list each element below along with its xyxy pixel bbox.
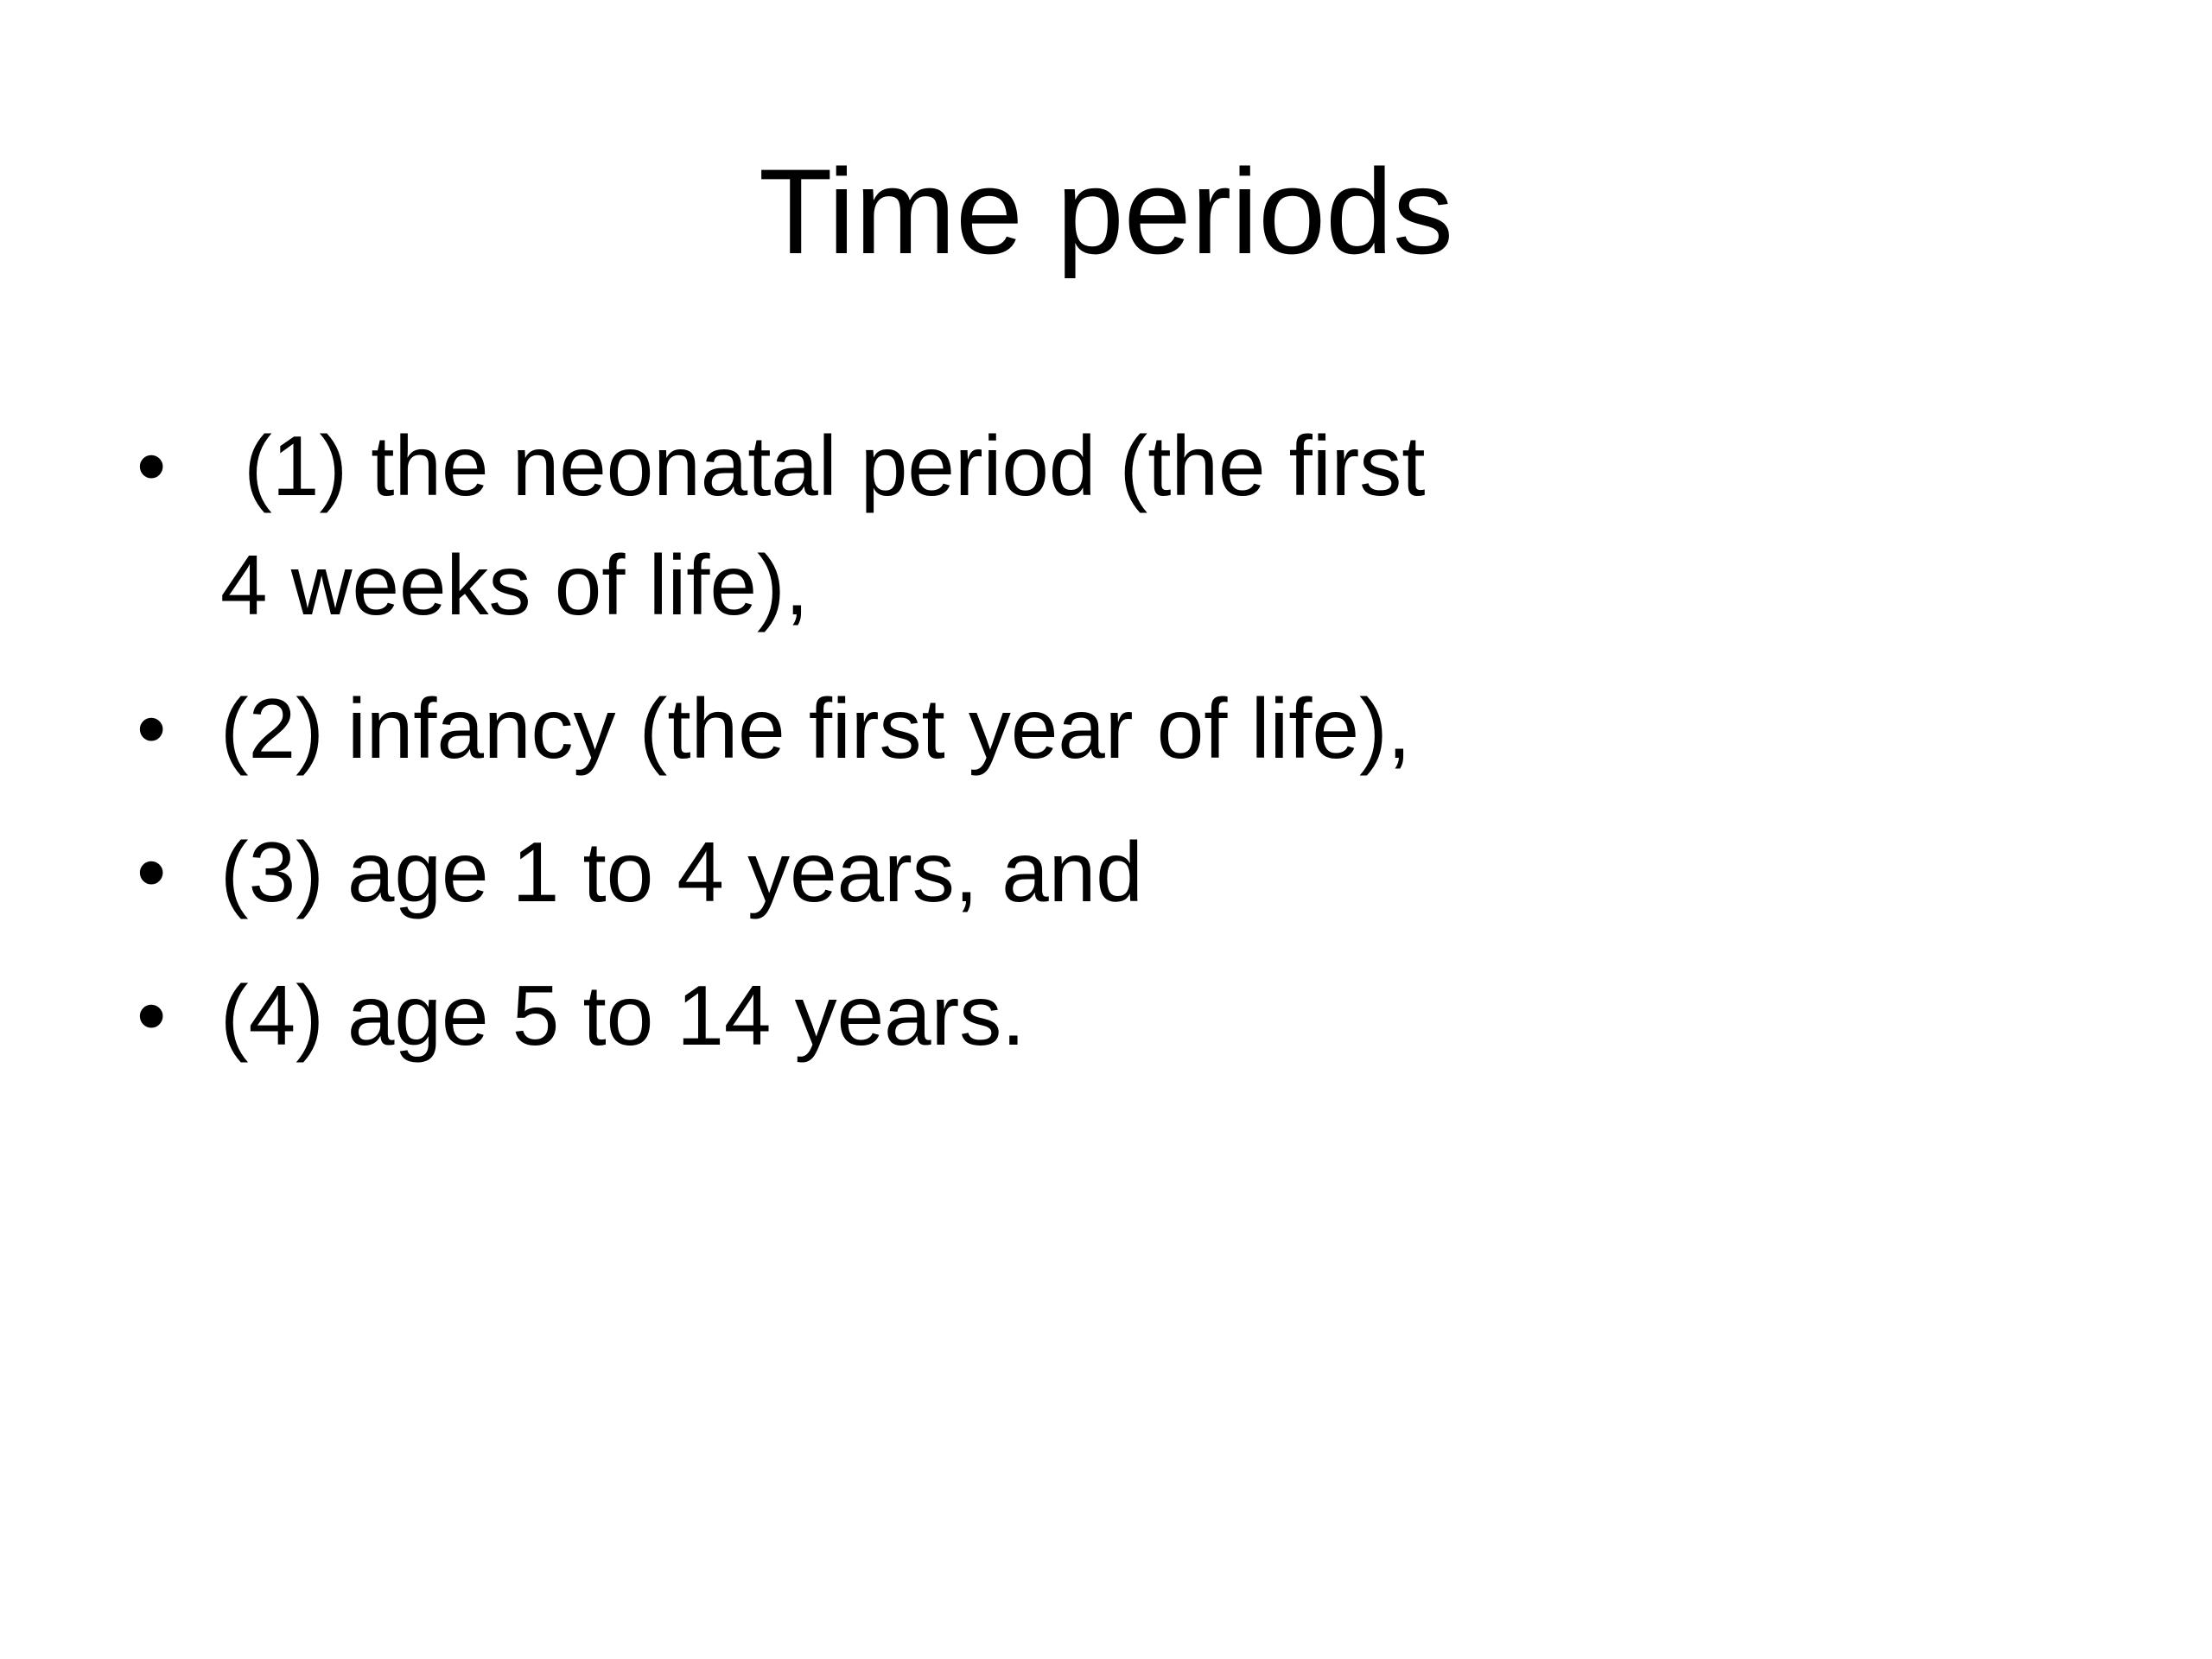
list-item-text-line-2: 4 weeks of life), xyxy=(220,537,809,632)
bullet-icon: • xyxy=(137,681,167,776)
list-item xyxy=(130,812,1599,931)
list-item xyxy=(130,669,1599,788)
list-item xyxy=(130,956,1599,1075)
list-item-text-line-1: (1) the neonatal period (the first xyxy=(220,418,1426,513)
list-item-text: (2) infancy (the first year of life), xyxy=(220,681,1411,776)
list-item-text: (3) age 1 to 4 years, and xyxy=(220,824,1143,919)
bullet-list xyxy=(130,406,1599,1099)
slide-title: Time periods xyxy=(759,143,1453,279)
bullet-icon: • xyxy=(137,824,167,919)
bullet-icon: • xyxy=(137,968,167,1063)
bullet-icon: • xyxy=(137,418,167,513)
list-item xyxy=(130,406,1599,645)
list-item-text: (4) age 5 to 14 years. xyxy=(220,968,1026,1063)
